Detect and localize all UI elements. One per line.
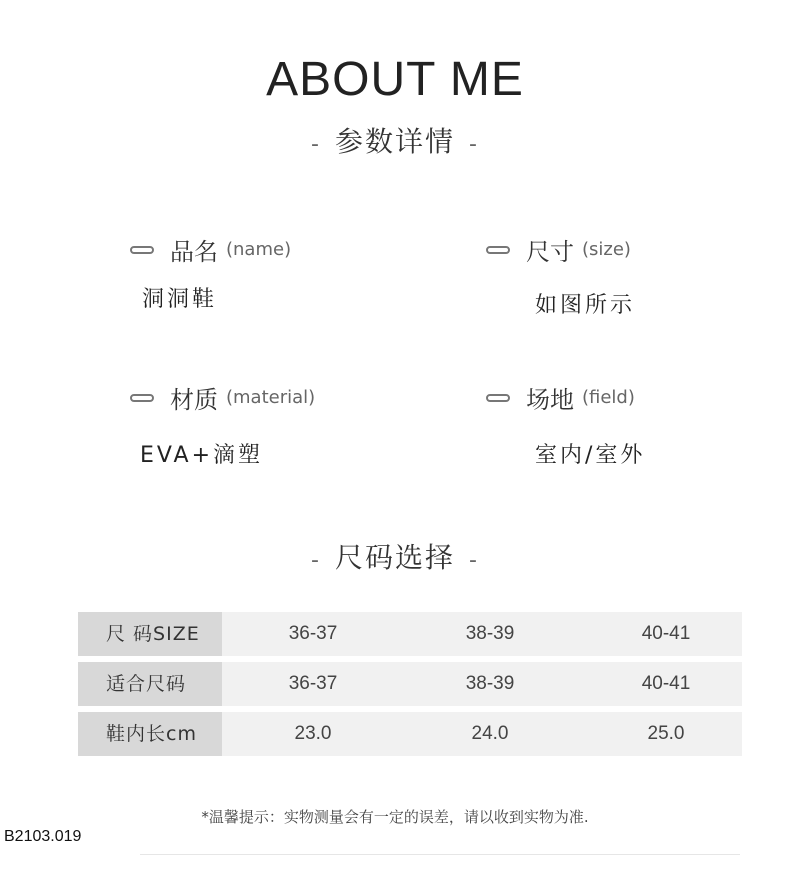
table-cell: 40-41 [641,623,691,644]
table-cell: 23.0 [294,723,332,744]
size-title-text: 尺码选择 [334,541,455,574]
size-table [78,612,742,762]
table-cell: 38-39 [465,673,515,694]
table-row [78,712,742,756]
section-subtitle [0,120,790,160]
param-label: 场地 [526,386,574,414]
param-value: 洞洞鞋 [142,287,218,312]
dash-right: - [469,548,479,573]
param-label: 品名 [170,238,218,266]
table-cell: 40-41 [641,673,691,694]
param-material [130,380,315,415]
param-english: (size) [582,239,631,260]
table-row [78,662,742,706]
param-value: 室内/室外 [535,443,646,468]
param-label: 尺寸 [526,238,574,266]
param-size [486,232,631,267]
bottom-divider [140,854,740,855]
param-value: EVA+滴塑 [140,443,264,468]
param-label: 材质 [170,386,218,414]
param-english: (field) [582,387,635,408]
pill-icon [486,394,510,402]
pill-icon [130,394,154,402]
row-header: 尺 码SIZE [78,612,222,656]
dash-right: - [469,132,479,157]
table-cell: 36-37 [288,673,338,694]
table-cell: 24.0 [471,723,509,744]
measurement-tip: *温馨提示：实物测量会有一定的误差，请以收到实物为准. [201,808,589,826]
row-header: 鞋内长cm [78,712,222,756]
table-cell: 25.0 [647,723,685,744]
param-value: 如图所示 [535,293,636,318]
subtitle-text: 参数详情 [334,125,455,158]
size-section-title [0,536,790,576]
param-english: (material) [226,387,316,408]
dash-left: - [311,132,321,157]
page-title: ABOUT ME [266,53,524,106]
pill-icon [486,246,510,254]
table-row [78,612,742,656]
param-name [130,232,291,267]
param-english: (name) [226,239,292,260]
dash-left: - [311,548,321,573]
param-field [486,380,635,415]
pill-icon [130,246,154,254]
table-cell: 38-39 [465,623,515,644]
row-header: 适合尺码 [78,662,222,706]
table-cell: 36-37 [288,623,338,644]
product-code: B2103.019 [4,828,82,845]
